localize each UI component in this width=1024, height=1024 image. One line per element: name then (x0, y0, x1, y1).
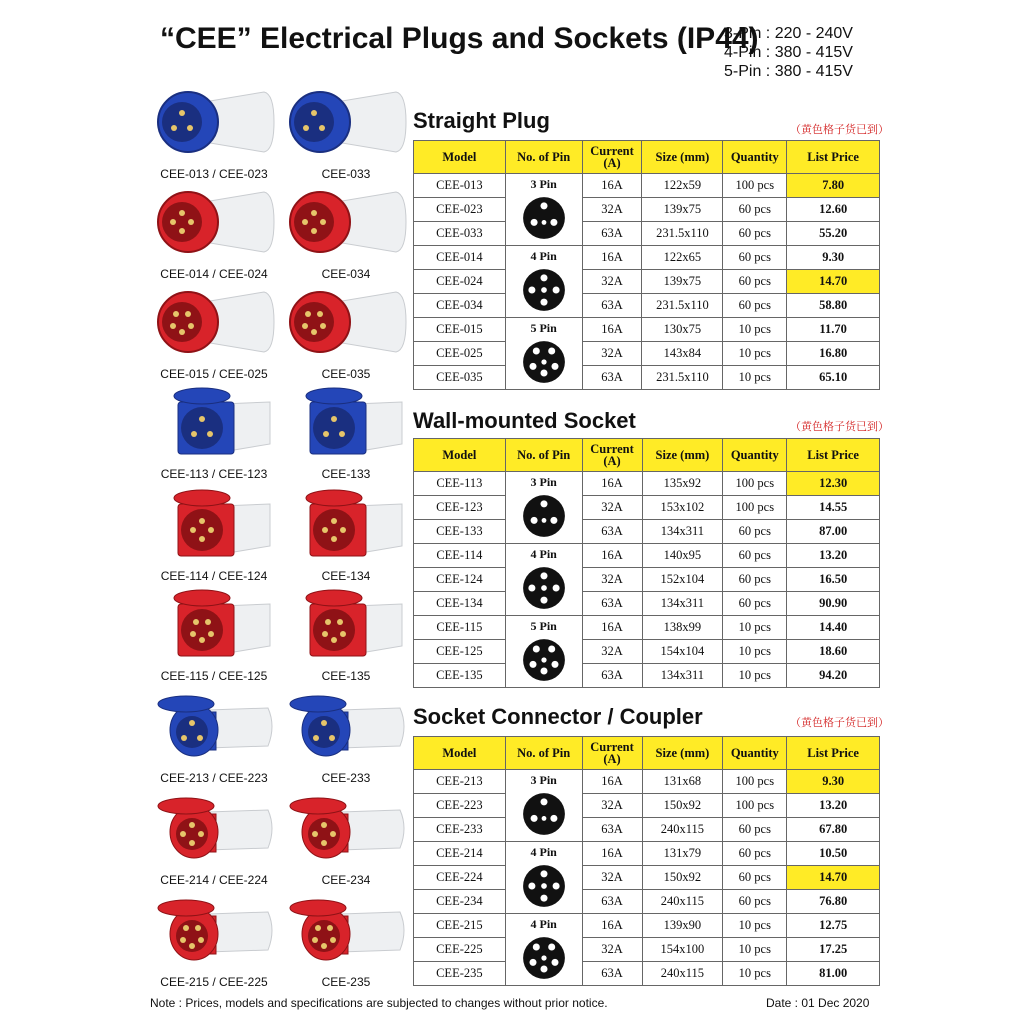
current-cell: 63A (582, 592, 642, 616)
size-cell: 240x115 (642, 890, 723, 914)
price-cell: 12.30 (787, 472, 880, 496)
red-coupler-5pin-icon (152, 890, 276, 966)
current-cell: 32A (582, 640, 642, 664)
red-wall-4pin-icon (152, 484, 276, 560)
quantity-cell: 10 pcs (723, 616, 787, 640)
quantity-cell: 60 pcs (723, 198, 787, 222)
current-cell: 32A (582, 270, 642, 294)
quantity-cell: 10 pcs (723, 914, 787, 938)
model-cell: CEE-124 (414, 568, 506, 592)
product-caption: CEE-135 (321, 669, 371, 683)
table-row (414, 568, 880, 592)
table-row (414, 318, 880, 342)
pin-count-label: 3 Pin (530, 773, 557, 787)
5-pin-diagram-icon (522, 936, 566, 980)
table-row (414, 174, 880, 198)
pin-count-cell (505, 770, 582, 842)
price-cell: 81.00 (787, 962, 880, 986)
product-figure (150, 788, 278, 887)
pin-count-label: 3 Pin (530, 177, 557, 191)
table-row (414, 962, 880, 986)
product-caption: CEE-214 / CEE-224 (160, 873, 268, 887)
model-cell: CEE-015 (414, 318, 506, 342)
size-cell: 139x75 (642, 198, 723, 222)
quantity-cell: 60 pcs (723, 866, 787, 890)
price-table (413, 736, 880, 986)
quantity-cell: 10 pcs (723, 962, 787, 986)
voltage-5pin: 5-Pin : 380 - 415V (724, 63, 853, 80)
table-row (414, 222, 880, 246)
product-figure (150, 282, 278, 381)
current-cell: 32A (582, 198, 642, 222)
column-header: List Price (787, 737, 880, 770)
current-cell: 63A (582, 664, 642, 688)
quantity-cell: 10 pcs (723, 664, 787, 688)
quantity-cell: 100 pcs (723, 770, 787, 794)
table-header-row (414, 439, 880, 472)
quantity-cell: 10 pcs (723, 938, 787, 962)
price-cell: 14.70 (787, 270, 880, 294)
table-row (414, 770, 880, 794)
section-title: Socket Connector / Coupler (413, 704, 703, 729)
pin-count-label: 3 Pin (530, 475, 557, 489)
product-figure (282, 282, 410, 381)
product-figure (282, 182, 410, 281)
quantity-cell: 10 pcs (723, 366, 787, 390)
column-header: No. of Pin (505, 737, 582, 770)
model-cell: CEE-133 (414, 520, 506, 544)
column-header: Size (mm) (642, 737, 723, 770)
current-cell: 63A (582, 366, 642, 390)
size-cell: 134x311 (642, 592, 723, 616)
model-cell: CEE-125 (414, 640, 506, 664)
model-cell: CEE-214 (414, 842, 506, 866)
pin-count-label: 4 Pin (530, 845, 557, 859)
current-cell: 16A (582, 318, 642, 342)
table-row (414, 914, 880, 938)
quantity-cell: 100 pcs (723, 472, 787, 496)
table-row (414, 520, 880, 544)
quantity-cell: 60 pcs (723, 246, 787, 270)
product-figure (150, 584, 278, 683)
size-cell: 140x95 (642, 544, 723, 568)
price-cell: 67.80 (787, 818, 880, 842)
column-header: Current (A) (582, 141, 642, 174)
model-cell: CEE-224 (414, 866, 506, 890)
voltage-3pin: 3-Pin : 220 - 240V (724, 25, 853, 42)
size-cell: 122x59 (642, 174, 723, 198)
price-cell: 9.30 (787, 246, 880, 270)
product-caption: CEE-115 / CEE-125 (160, 669, 268, 683)
column-header: Quantity (723, 439, 787, 472)
5-pin-diagram-icon (522, 340, 566, 384)
table-row (414, 366, 880, 390)
table-row (414, 198, 880, 222)
current-cell: 63A (582, 818, 642, 842)
size-cell: 153x102 (642, 496, 723, 520)
product-figure (150, 686, 278, 785)
size-cell: 150x92 (642, 794, 723, 818)
product-caption: CEE-015 / CEE-025 (160, 367, 268, 381)
5-pin-diagram-icon (522, 638, 566, 682)
table-row (414, 592, 880, 616)
size-cell: 130x75 (642, 318, 723, 342)
table-header-row (414, 141, 880, 174)
current-cell: 63A (582, 294, 642, 318)
product-caption: CEE-033 (321, 167, 371, 181)
size-cell: 139x90 (642, 914, 723, 938)
current-cell: 32A (582, 794, 642, 818)
model-cell: CEE-134 (414, 592, 506, 616)
current-cell: 16A (582, 246, 642, 270)
current-cell: 32A (582, 568, 642, 592)
model-cell: CEE-035 (414, 366, 506, 390)
footer-date: Date : 01 Dec 2020 (766, 996, 870, 1010)
voltage-4pin: 4-Pin : 380 - 415V (724, 44, 853, 61)
pin-count-cell (505, 246, 582, 318)
table-row (414, 294, 880, 318)
product-caption: CEE-134 (321, 569, 371, 583)
current-cell: 16A (582, 616, 642, 640)
table-row (414, 794, 880, 818)
model-cell: CEE-135 (414, 664, 506, 688)
price-cell: 55.20 (787, 222, 880, 246)
size-cell: 231.5x110 (642, 366, 723, 390)
column-header: Model (414, 439, 506, 472)
price-cell: 12.60 (787, 198, 880, 222)
product-caption: CEE-213 / CEE-223 (160, 771, 268, 785)
model-cell: CEE-014 (414, 246, 506, 270)
current-cell: 32A (582, 866, 642, 890)
product-figure (282, 484, 410, 583)
blue-wall-3pin-icon (284, 382, 408, 458)
red-wall-5pin-icon (152, 584, 276, 660)
product-figure (282, 686, 410, 785)
product-caption: CEE-114 / CEE-124 (160, 569, 268, 583)
size-cell: 138x99 (642, 616, 723, 640)
table-row (414, 818, 880, 842)
blue-plug-3pin-icon (152, 82, 276, 158)
model-cell: CEE-233 (414, 818, 506, 842)
4-pin-diagram-icon (522, 566, 566, 610)
size-cell: 135x92 (642, 472, 723, 496)
red-coupler-4pin-icon (152, 788, 276, 864)
pin-count-cell (505, 914, 582, 986)
product-caption: CEE-014 / CEE-024 (160, 267, 268, 281)
column-header: Model (414, 737, 506, 770)
product-caption: CEE-133 (321, 467, 371, 481)
column-header: No. of Pin (505, 141, 582, 174)
quantity-cell: 100 pcs (723, 794, 787, 818)
red-wall-4pin-icon (284, 484, 408, 560)
product-figure (282, 890, 410, 989)
model-cell: CEE-123 (414, 496, 506, 520)
product-figure (282, 788, 410, 887)
size-cell: 154x104 (642, 640, 723, 664)
pin-count-label: 4 Pin (530, 917, 557, 931)
table-row (414, 842, 880, 866)
model-cell: CEE-235 (414, 962, 506, 986)
model-cell: CEE-113 (414, 472, 506, 496)
price-cell: 14.40 (787, 616, 880, 640)
pin-count-label: 4 Pin (530, 547, 557, 561)
blue-coupler-3pin-icon (284, 686, 408, 762)
column-header: Size (mm) (642, 439, 723, 472)
quantity-cell: 60 pcs (723, 270, 787, 294)
column-header: List Price (787, 141, 880, 174)
quantity-cell: 60 pcs (723, 568, 787, 592)
model-cell: CEE-025 (414, 342, 506, 366)
size-cell: 231.5x110 (642, 294, 723, 318)
product-caption: CEE-013 / CEE-023 (160, 167, 268, 181)
price-cell: 12.75 (787, 914, 880, 938)
price-cell: 65.10 (787, 366, 880, 390)
price-cell: 18.60 (787, 640, 880, 664)
price-cell: 7.80 (787, 174, 880, 198)
quantity-cell: 10 pcs (723, 318, 787, 342)
price-cell: 9.30 (787, 770, 880, 794)
product-caption: CEE-034 (321, 267, 371, 281)
price-cell: 13.20 (787, 794, 880, 818)
section-title: Straight Plug (413, 108, 550, 133)
quantity-cell: 60 pcs (723, 544, 787, 568)
table-row (414, 544, 880, 568)
3-pin-diagram-icon (522, 792, 566, 836)
red-coupler-4pin-icon (284, 788, 408, 864)
pin-count-cell (505, 318, 582, 390)
product-figure (282, 584, 410, 683)
size-cell: 154x100 (642, 938, 723, 962)
red-plug-5pin-icon (152, 282, 276, 358)
current-cell: 16A (582, 174, 642, 198)
table-row (414, 342, 880, 366)
column-header: Size (mm) (642, 141, 723, 174)
price-cell: 58.80 (787, 294, 880, 318)
size-cell: 143x84 (642, 342, 723, 366)
product-figure (282, 82, 410, 181)
model-cell: CEE-234 (414, 890, 506, 914)
blue-plug-long-3pin-icon (284, 82, 408, 158)
quantity-cell: 60 pcs (723, 842, 787, 866)
price-cell: 16.80 (787, 342, 880, 366)
red-plug-long-4pin-icon (284, 182, 408, 258)
table-header-row (414, 737, 880, 770)
product-figure (150, 382, 278, 481)
3-pin-diagram-icon (522, 196, 566, 240)
size-cell: 150x92 (642, 866, 723, 890)
pin-count-cell (505, 472, 582, 544)
4-pin-diagram-icon (522, 268, 566, 312)
current-cell: 32A (582, 342, 642, 366)
size-cell: 131x68 (642, 770, 723, 794)
model-cell: CEE-223 (414, 794, 506, 818)
column-header: Current (A) (582, 439, 642, 472)
size-cell: 240x115 (642, 818, 723, 842)
red-plug-long-5pin-icon (284, 282, 408, 358)
model-cell: CEE-033 (414, 222, 506, 246)
price-cell: 76.80 (787, 890, 880, 914)
model-cell: CEE-215 (414, 914, 506, 938)
model-cell: CEE-213 (414, 770, 506, 794)
model-cell: CEE-115 (414, 616, 506, 640)
table-row (414, 664, 880, 688)
column-header: List Price (787, 439, 880, 472)
product-caption: CEE-234 (321, 873, 371, 887)
section-title: Wall-mounted Socket (413, 408, 636, 433)
current-cell: 16A (582, 770, 642, 794)
price-cell: 14.55 (787, 496, 880, 520)
table-row (414, 246, 880, 270)
product-figure (150, 182, 278, 281)
page-title: “CEE” Electrical Plugs and Sockets (IP44) (160, 22, 759, 55)
voltage-list (724, 24, 853, 81)
quantity-cell: 60 pcs (723, 592, 787, 616)
price-cell: 11.70 (787, 318, 880, 342)
table-row (414, 496, 880, 520)
pin-count-cell (505, 544, 582, 616)
quantity-cell: 60 pcs (723, 818, 787, 842)
red-plug-4pin-icon (152, 182, 276, 258)
quantity-cell: 60 pcs (723, 890, 787, 914)
table-row (414, 866, 880, 890)
size-cell: 134x311 (642, 520, 723, 544)
blue-wall-3pin-icon (152, 382, 276, 458)
current-cell: 32A (582, 938, 642, 962)
table-row (414, 472, 880, 496)
pin-count-label: 5 Pin (530, 321, 557, 335)
pin-count-label: 5 Pin (530, 619, 557, 633)
price-cell: 94.20 (787, 664, 880, 688)
stock-arrived-note: （黄色格子货已到） (790, 717, 889, 729)
table-row (414, 938, 880, 962)
table-row (414, 640, 880, 664)
price-cell: 13.20 (787, 544, 880, 568)
size-cell: 231.5x110 (642, 222, 723, 246)
model-cell: CEE-034 (414, 294, 506, 318)
current-cell: 32A (582, 496, 642, 520)
blue-coupler-3pin-icon (152, 686, 276, 762)
red-wall-5pin-icon (284, 584, 408, 660)
price-cell: 17.25 (787, 938, 880, 962)
3-pin-diagram-icon (522, 494, 566, 538)
current-cell: 63A (582, 962, 642, 986)
size-cell: 240x115 (642, 962, 723, 986)
price-cell: 14.70 (787, 866, 880, 890)
model-cell: CEE-114 (414, 544, 506, 568)
quantity-cell: 10 pcs (723, 342, 787, 366)
price-cell: 10.50 (787, 842, 880, 866)
product-caption: CEE-035 (321, 367, 371, 381)
current-cell: 16A (582, 842, 642, 866)
model-cell: CEE-024 (414, 270, 506, 294)
model-cell: CEE-225 (414, 938, 506, 962)
column-header: Quantity (723, 737, 787, 770)
quantity-cell: 60 pcs (723, 294, 787, 318)
pin-count-cell (505, 616, 582, 688)
4-pin-diagram-icon (522, 864, 566, 908)
pin-count-cell (505, 842, 582, 914)
current-cell: 16A (582, 472, 642, 496)
column-header: Quantity (723, 141, 787, 174)
quantity-cell: 100 pcs (723, 174, 787, 198)
table-row (414, 616, 880, 640)
current-cell: 63A (582, 890, 642, 914)
model-cell: CEE-023 (414, 198, 506, 222)
stock-arrived-note: （黄色格子货已到） (790, 124, 889, 136)
price-cell: 87.00 (787, 520, 880, 544)
price-table (413, 438, 880, 688)
table-row (414, 890, 880, 914)
size-cell: 152x104 (642, 568, 723, 592)
product-caption: CEE-113 / CEE-123 (160, 467, 268, 481)
quantity-cell: 60 pcs (723, 520, 787, 544)
quantity-cell: 60 pcs (723, 222, 787, 246)
stock-arrived-note: （黄色格子货已到） (790, 421, 889, 433)
product-figure (150, 82, 278, 181)
product-figure (150, 484, 278, 583)
product-caption: CEE-235 (321, 975, 371, 989)
column-header: Model (414, 141, 506, 174)
product-figure (282, 382, 410, 481)
size-cell: 139x75 (642, 270, 723, 294)
price-cell: 90.90 (787, 592, 880, 616)
current-cell: 16A (582, 914, 642, 938)
column-header: No. of Pin (505, 439, 582, 472)
red-coupler-5pin-icon (284, 890, 408, 966)
quantity-cell: 10 pcs (723, 640, 787, 664)
model-cell: CEE-013 (414, 174, 506, 198)
price-cell: 16.50 (787, 568, 880, 592)
size-cell: 134x311 (642, 664, 723, 688)
current-cell: 63A (582, 520, 642, 544)
size-cell: 131x79 (642, 842, 723, 866)
pin-count-cell (505, 174, 582, 246)
size-cell: 122x65 (642, 246, 723, 270)
price-table (413, 140, 880, 390)
product-caption: CEE-233 (321, 771, 371, 785)
table-row (414, 270, 880, 294)
product-caption: CEE-215 / CEE-225 (160, 975, 268, 989)
footer-note: Note : Prices, models and specifications are subjected to changes without prior notice. (150, 996, 608, 1010)
current-cell: 16A (582, 544, 642, 568)
column-header: Current (A) (582, 737, 642, 770)
quantity-cell: 100 pcs (723, 496, 787, 520)
pin-count-label: 4 Pin (530, 249, 557, 263)
product-figure (150, 890, 278, 989)
current-cell: 63A (582, 222, 642, 246)
